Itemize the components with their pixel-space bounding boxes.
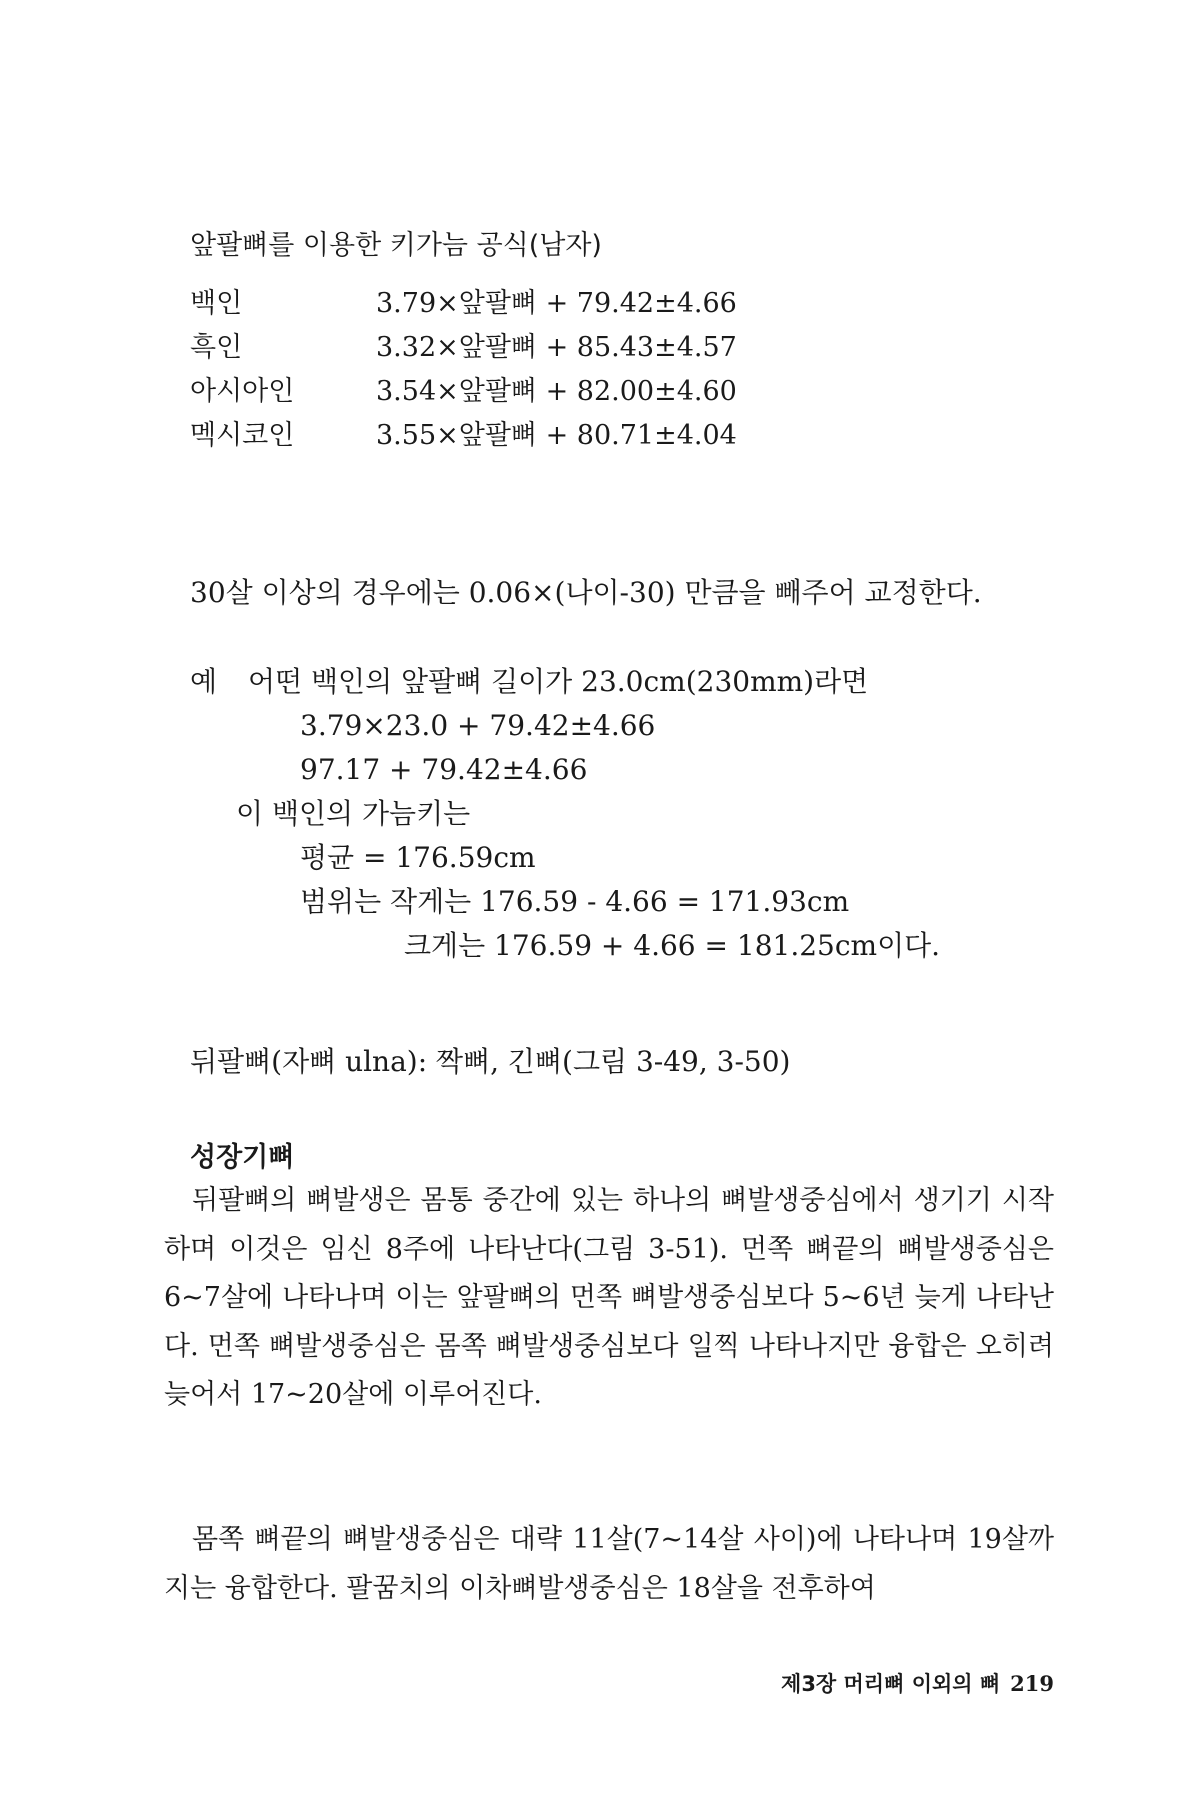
example-intro <box>190 664 868 700</box>
formula-row <box>190 286 737 322</box>
formula-expression: 3.79×앞팔뼈 + 79.42±4.66 <box>376 288 737 319</box>
page-number: 219 <box>1010 1671 1054 1696</box>
example-range-high: 크게는 176.59 + 4.66 = 181.25cm이다. <box>404 929 941 962</box>
formula-expression: 3.55×앞팔뼈 + 80.71±4.04 <box>376 420 737 451</box>
formula-group: 흑인 <box>190 332 243 363</box>
formula-row <box>190 374 737 410</box>
example-intro-text: 어떤 백인의 앞팔뼈 길이가 23.0cm(230mm)라면 <box>248 665 869 698</box>
body-paragraph: 뒤팔뼈의 뼈발생은 몸통 중간에 있는 하나의 뼈발생중심에서 생기기 시작하며 이것은 임신 8주에 나타난다(그림 3-51). 먼쪽 뼈끝의 뼈발생중심은 6~7살에 나타나며 이는 앞팔뼈의 먼쪽 뼈발생중심보다 5~6년 늦게 나타난다. 먼쪽 뼈발생중심은 몸쪽 뼈발생중심보다 일찍 나타나지만 융합은 오히려 늦어서 17~20살에 이루어진다. <box>164 1185 1054 1410</box>
formula-group: 백인 <box>190 288 243 319</box>
page-footer <box>781 1668 1054 1698</box>
ulna-heading: 뒤팔뼈(자뼈 ulna): 짝뼈, 긴뼈(그림 3-49, 3-50) <box>190 1045 791 1078</box>
example-result-intro: 이 백인의 가늠키는 <box>236 797 471 830</box>
chapter-title: 제3장 머리뼈 이외의 뼈 <box>781 1672 1001 1696</box>
formula-row <box>190 418 737 454</box>
formula-expression: 3.54×앞팔뼈 + 82.00±4.60 <box>376 376 737 407</box>
formula-group: 멕시코인 <box>190 420 295 451</box>
body-paragraph: 몸쪽 뼈끝의 뼈발생중심은 대략 11살(7~14살 사이)에 나타나며 19살까지는 융합한다. 팔꿈치의 이차뼈발생중심은 18살을 전후하여 <box>164 1524 1054 1604</box>
growth-heading: 성장기뼈 <box>190 1142 295 1173</box>
section-title: 앞팔뼈를 이용한 키가늠 공식(남자) <box>190 230 602 261</box>
example-mean: 평균 = 176.59cm <box>300 841 536 874</box>
formula-row <box>190 330 737 366</box>
example-step-2: 97.17 + 79.42±4.66 <box>300 753 588 786</box>
example-step-1: 3.79×23.0 + 79.42±4.66 <box>300 709 656 742</box>
example-label: 예 <box>190 665 218 698</box>
age-correction-note: 30살 이상의 경우에는 0.06×(나이-30) 만큼을 빼주어 교정한다. <box>190 576 982 609</box>
example-range-low: 범위는 작게는 176.59 - 4.66 = 171.93cm <box>300 885 850 918</box>
formula-expression: 3.32×앞팔뼈 + 85.43±4.57 <box>376 332 737 363</box>
formula-group: 아시아인 <box>190 376 295 407</box>
